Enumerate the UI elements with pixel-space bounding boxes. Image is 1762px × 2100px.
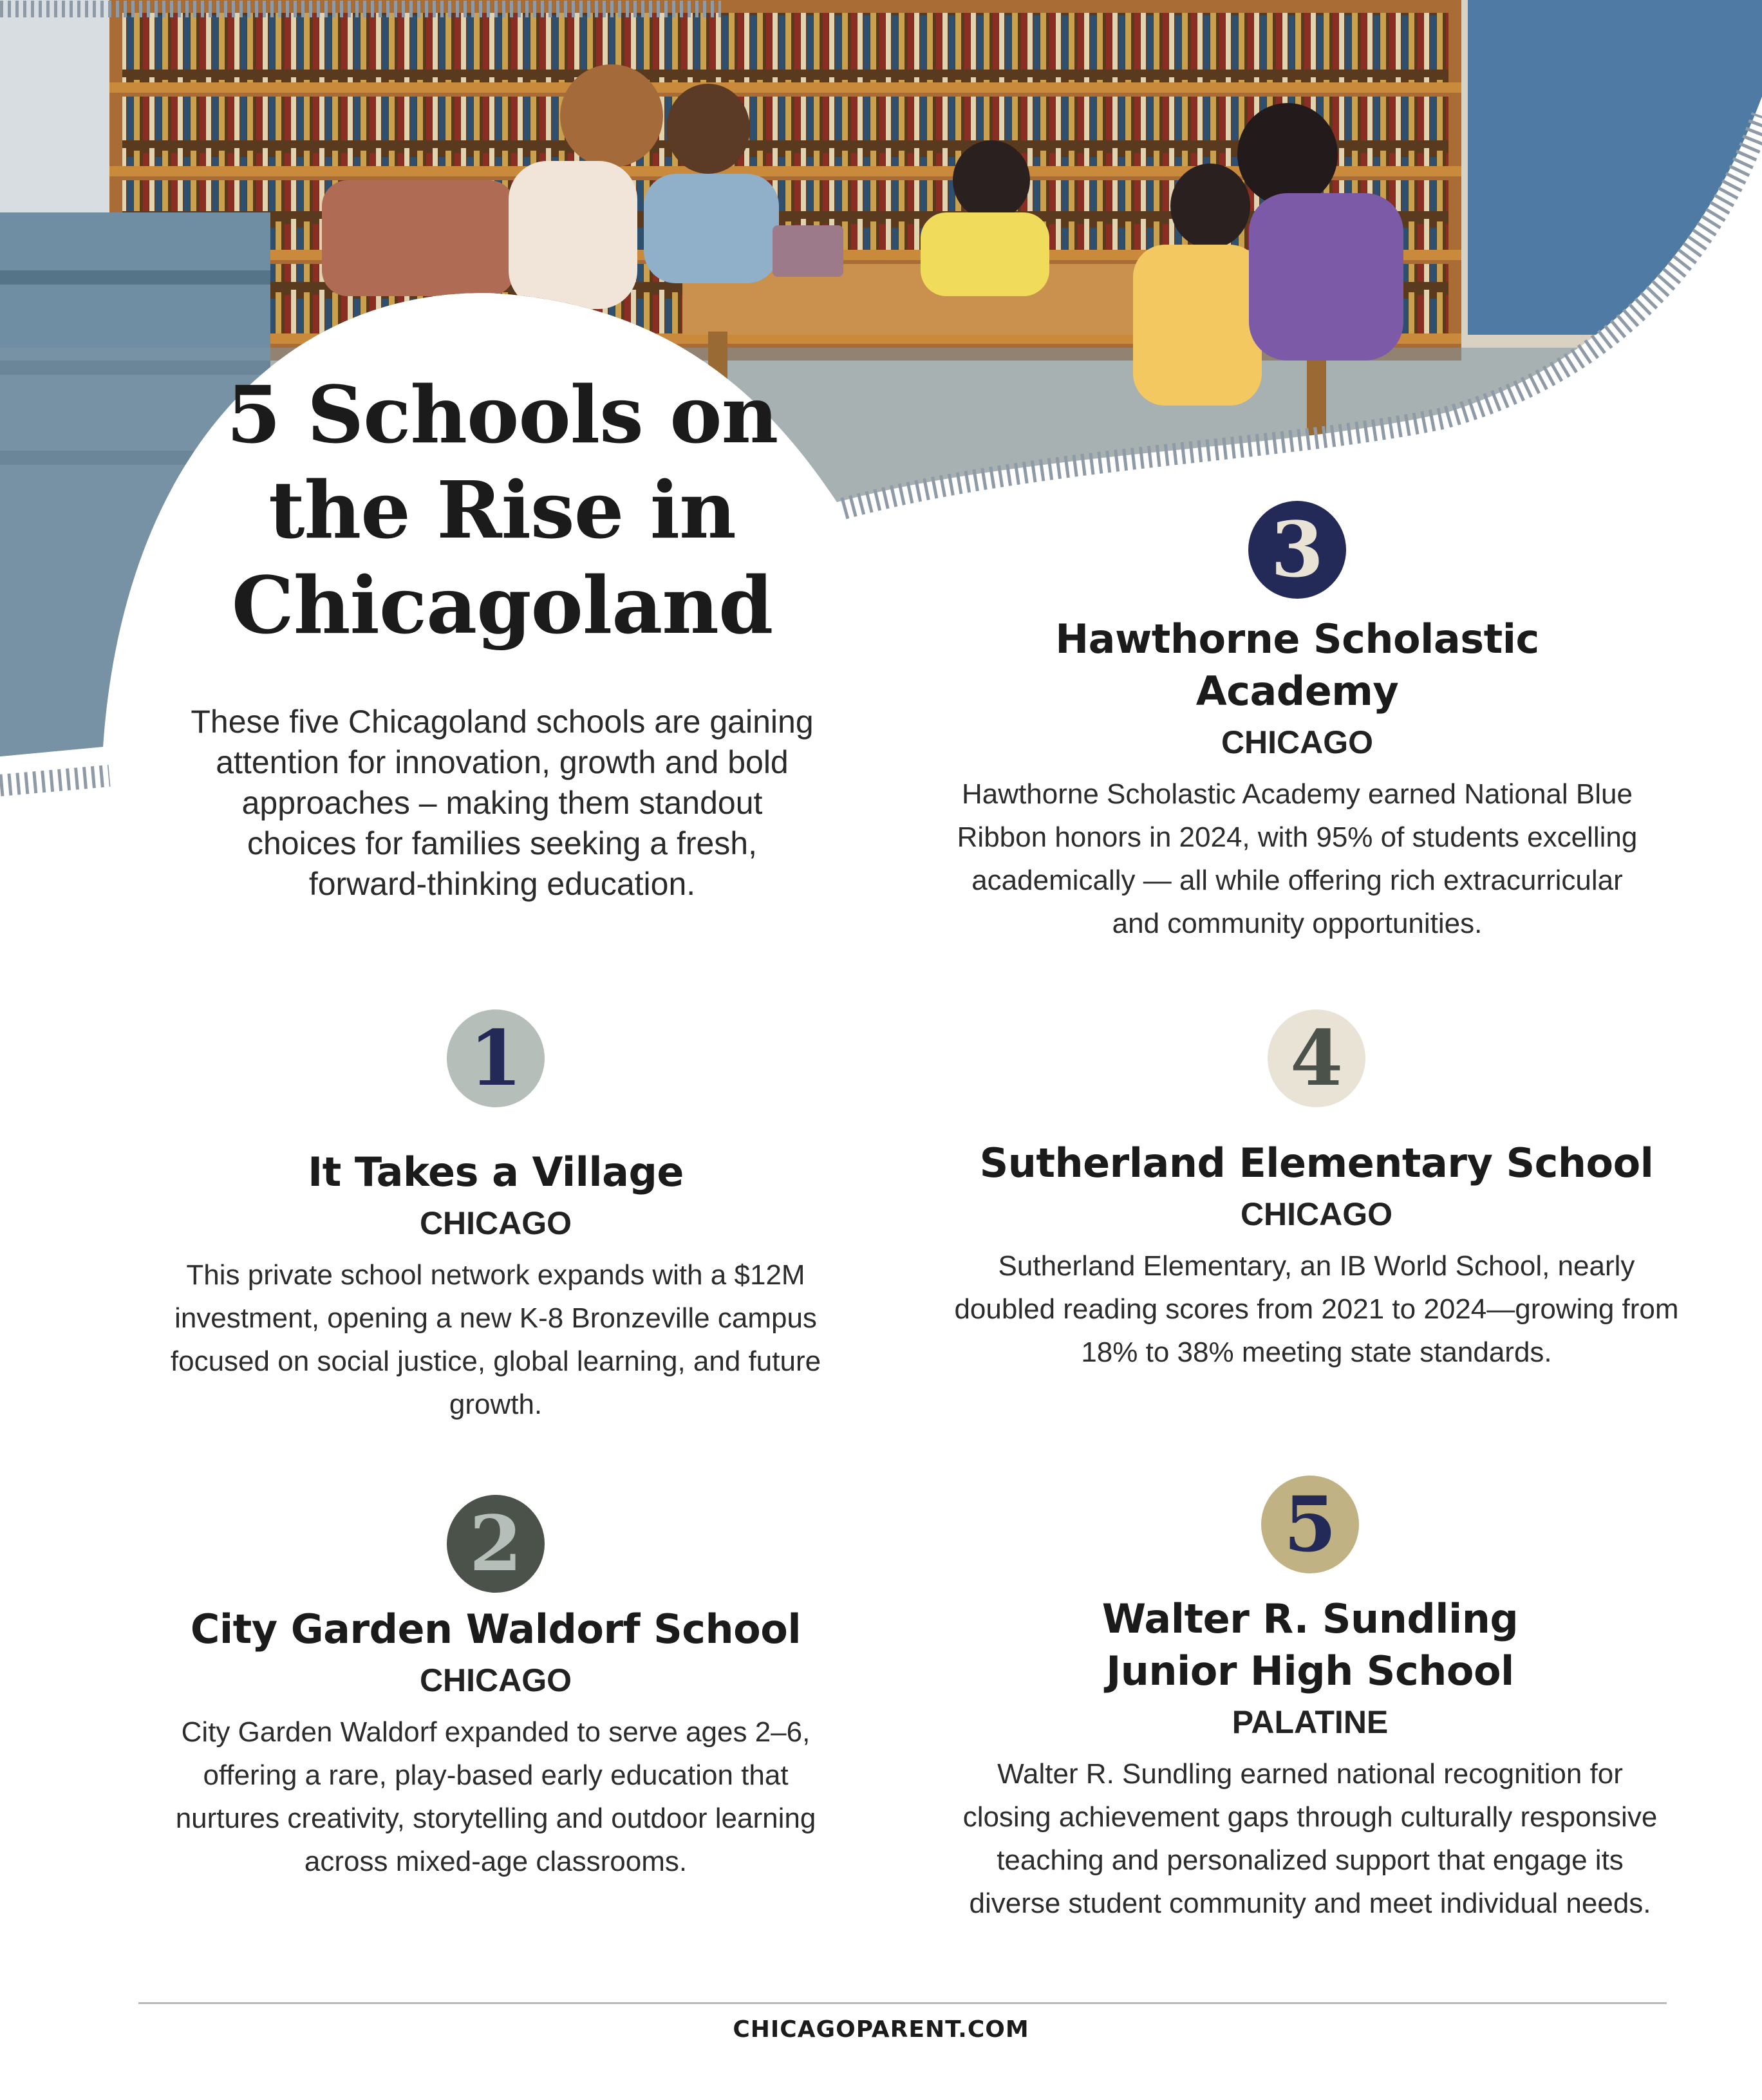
- school-1-card: [164, 1009, 827, 1426]
- school-1-name: It Takes a Village: [308, 1148, 684, 1195]
- school-5-city: PALATINE: [1232, 1704, 1389, 1740]
- number-badge-3: 3: [1248, 501, 1346, 599]
- school-2-description: City Garden Waldorf expanded to serve ages 2–6, offering a rare, play-based early education that nurtures creativity, storytelling and outdoor learning across mixed-age classrooms.: [175, 1716, 816, 1877]
- footer-site: CHICAGOPARENT.COM: [733, 2016, 1029, 2043]
- school-3-card: [946, 501, 1648, 945]
- number-badge-2: 2: [447, 1495, 545, 1593]
- number-badge-1: 1: [447, 1009, 545, 1107]
- footer-divider: [138, 2002, 1667, 2004]
- number-badge-5: 5: [1261, 1476, 1359, 1573]
- school-5-name: Walter R. Sundling Junior High School: [1101, 1595, 1519, 1694]
- school-5-card: [953, 1476, 1667, 1925]
- school-1-city: CHICAGO: [419, 1205, 572, 1241]
- school-4-name: Sutherland Elementary School: [979, 1139, 1654, 1186]
- school-3-name: Hawthorne Scholastic Academy: [1055, 615, 1539, 715]
- school-2-name: City Garden Waldorf School: [190, 1606, 801, 1653]
- school-3-city: CHICAGO: [1221, 724, 1374, 760]
- school-1-description: This private school network expands with a $12M investment, opening a new K-8 Bronzeville campus focused on social justice, global learning, and future growth.: [170, 1259, 821, 1420]
- page-title: 5 Schools on the Rise in Chicagoland: [226, 368, 778, 652]
- school-3-description: Hawthorne Scholastic Academy earned National Blue Ribbon honors in 2024, with 95% of students excelling academically — all while offering rich extracurricular and community opportunities.: [957, 778, 1638, 939]
- school-4-card: [953, 1009, 1680, 1374]
- school-4-description: Sutherland Elementary, an IB World School, nearly doubled reading scores from 2021 to 2024—growing from 18% to 38% meeting state standards.: [954, 1250, 1679, 1368]
- school-2-city: CHICAGO: [419, 1662, 572, 1698]
- school-5-description: Walter R. Sundling earned national recognition for closing achievement gaps through culturally responsive teaching and personalized support that engage its diverse student community and meet individual needs.: [962, 1758, 1658, 1919]
- school-4-city: CHICAGO: [1240, 1196, 1393, 1232]
- school-2-card: [164, 1495, 827, 1883]
- intro-text: These five Chicagoland schools are gaining attention for innovation, growth and bold approaches – making them standout choices for families seeking a fresh, forward-thinking education.: [191, 704, 814, 902]
- number-badge-4: 4: [1268, 1009, 1365, 1107]
